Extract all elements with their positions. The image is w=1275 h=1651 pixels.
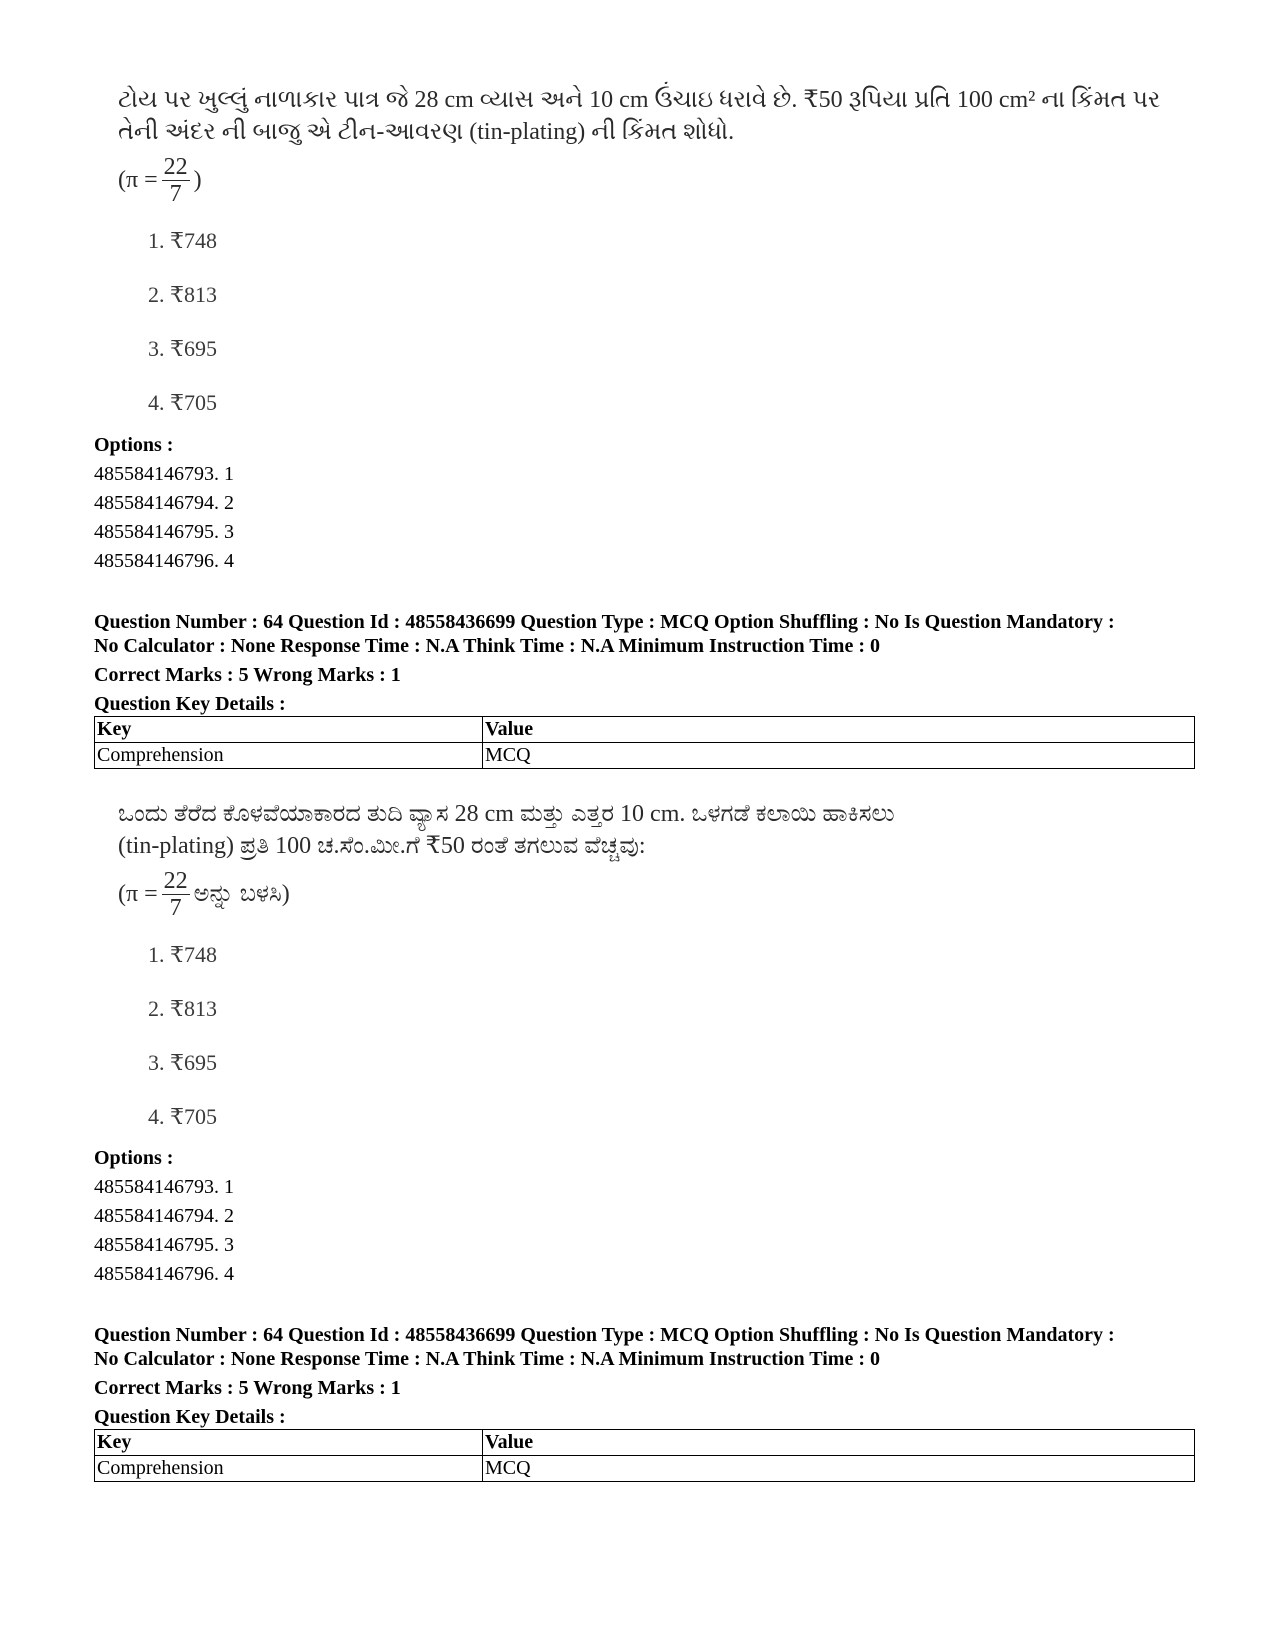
table-cell-value: MCQ xyxy=(483,1456,1195,1482)
table-header-key: Key xyxy=(95,1430,483,1456)
answer-choices xyxy=(118,226,1178,442)
option-item: 485584146796. 4 xyxy=(94,1263,234,1285)
option-item: 485584146793. 1 xyxy=(94,463,234,485)
question-text-line: તેની અંદર ની બાજુ એ ટીન-આવરણ (tin-plating) ની કિંમત શોધો. xyxy=(118,119,735,145)
question-meta xyxy=(94,1323,1194,1429)
answer-choice: 3. ₹695 xyxy=(148,336,217,361)
meta-line: No Calculator : None Response Time : N.A Think Time : N.A Minimum Instruction Time : 0 xyxy=(94,1348,880,1370)
option-item: 485584146795. 3 xyxy=(94,1234,234,1256)
table-cell-key: Comprehension xyxy=(95,1456,483,1482)
fraction-numerator: 22 xyxy=(163,867,188,894)
answer-choice: 4. ₹705 xyxy=(148,1104,217,1129)
fraction-numerator: 22 xyxy=(163,153,188,180)
options-list xyxy=(94,1144,234,1289)
question-text-line: ટોય પર ખુલ્લું નાળાકાર પાત્ર જે 28 cm વ્યાસ અને 10 cm ઉંચાઇ ધરાવે છે. ₹50 રૂપિયા પ્રતિ 100 cm² ના કિંમત પર xyxy=(118,87,1161,113)
answer-choice: 1. ₹748 xyxy=(148,228,217,253)
answer-choice: 3. ₹695 xyxy=(148,1050,217,1075)
key-value-table xyxy=(94,716,1195,769)
question-kannada xyxy=(118,798,1178,1156)
table-cell-value: MCQ xyxy=(483,743,1195,769)
table-row xyxy=(95,1456,1195,1482)
fraction-denominator: 7 xyxy=(169,180,182,207)
answer-choice: 2. ₹813 xyxy=(148,996,217,1021)
pi-prefix: (π = xyxy=(118,166,158,193)
meta-line: No Calculator : None Response Time : N.A Think Time : N.A Minimum Instruction Time : 0 xyxy=(94,635,880,657)
answer-choice: 4. ₹705 xyxy=(148,390,217,415)
pi-prefix: (π = xyxy=(118,880,158,907)
table-header-row xyxy=(95,1430,1195,1456)
table-row xyxy=(95,743,1195,769)
pi-formula xyxy=(118,864,1178,924)
fraction-denominator: 7 xyxy=(169,894,182,921)
meta-line: Question Number : 64 Question Id : 48558436699 Question Type : MCQ Option Shuffling : No Is Question Mandatory : xyxy=(94,611,1115,633)
question-meta xyxy=(94,610,1194,716)
options-label: Options : xyxy=(94,1147,174,1169)
answer-choice: 2. ₹813 xyxy=(148,282,217,307)
table-header-value: Value xyxy=(483,717,1195,743)
options-label: Options : xyxy=(94,434,174,456)
pi-fraction xyxy=(162,868,190,921)
meta-line: Question Number : 64 Question Id : 48558436699 Question Type : MCQ Option Shuffling : No Is Question Mandatory : xyxy=(94,1324,1115,1346)
marks-line: Correct Marks : 5 Wrong Marks : 1 xyxy=(94,1377,401,1399)
table-header-value: Value xyxy=(483,1430,1195,1456)
pi-suffix: ಅನ್ನು ಬಳಸಿ) xyxy=(193,880,290,907)
option-item: 485584146794. 2 xyxy=(94,1205,234,1227)
table-cell-key: Comprehension xyxy=(95,743,483,769)
question-gujarati xyxy=(118,84,1178,442)
option-item: 485584146793. 1 xyxy=(94,1176,234,1198)
answer-choices xyxy=(118,940,1178,1156)
key-details-label: Question Key Details : xyxy=(94,693,286,715)
pi-suffix: ) xyxy=(193,166,202,193)
option-item: 485584146795. 3 xyxy=(94,521,234,543)
question-text-line: ಒಂದು ತೆರೆದ ಕೊಳವೆಯಾಕಾರದ ತುದಿ ವ್ಯಾಸ 28 cm ಮತ್ತು ಎತ್ತರ 10 cm. ಒಳಗಡೆ ಕಲಾಯಿ ಹಾಕಿಸಲು xyxy=(118,801,895,827)
option-item: 485584146794. 2 xyxy=(94,492,234,514)
options-list xyxy=(94,431,234,576)
marks-line: Correct Marks : 5 Wrong Marks : 1 xyxy=(94,664,401,686)
table-header-row xyxy=(95,717,1195,743)
pi-formula xyxy=(118,150,1178,210)
question-text-line: (tin-plating) ಪ್ರತಿ 100 ಚ.ಸೆಂ.ಮೀ.ಗೆ ₹50 ರಂತೆ ತಗಲುವ ವೆಚ್ಚವು: xyxy=(118,833,646,859)
pi-fraction xyxy=(162,154,190,207)
table-header-key: Key xyxy=(95,717,483,743)
option-item: 485584146796. 4 xyxy=(94,550,234,572)
answer-choice: 1. ₹748 xyxy=(148,942,217,967)
key-details-label: Question Key Details : xyxy=(94,1406,286,1428)
key-value-table xyxy=(94,1429,1195,1482)
